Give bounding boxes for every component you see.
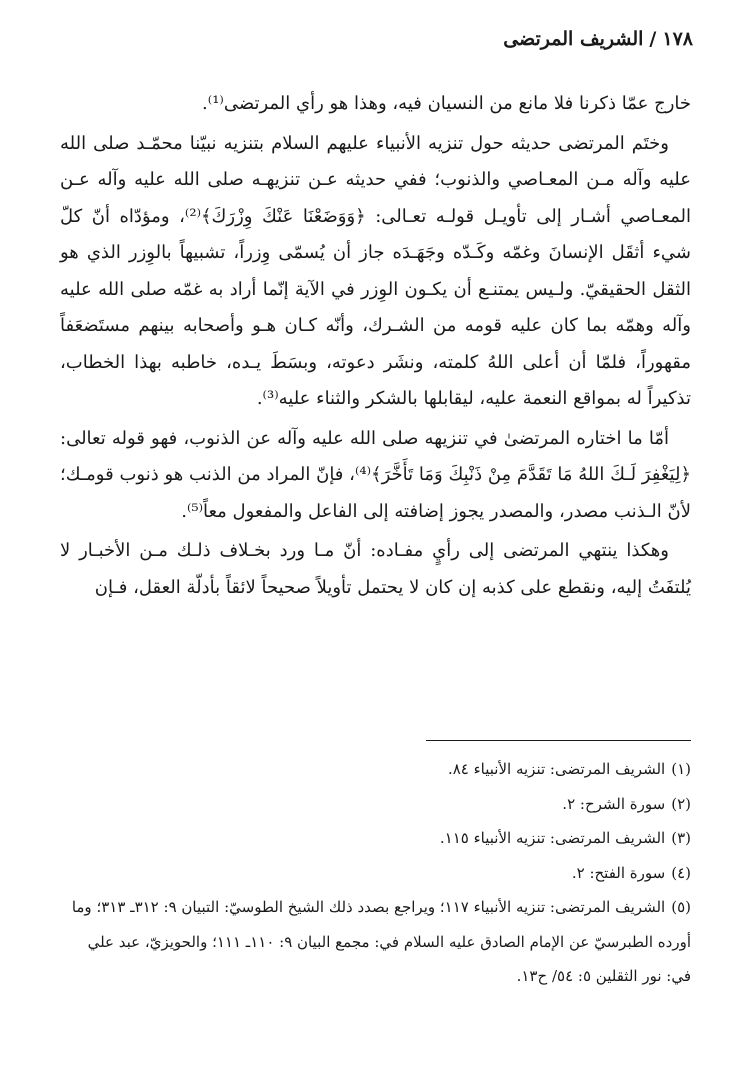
main-text — [60, 86, 691, 609]
footnote-2 — [60, 787, 691, 822]
footnote-number: (٣) — [671, 829, 691, 847]
footnote-5 — [60, 890, 691, 994]
footnote-text: الشريف المرتضى: تنزيه الأنبياء ١١٥. — [439, 829, 666, 847]
footnote-text: الشريف المرتضى: تنزيه الأنبياء ٨٤. — [447, 760, 666, 778]
paragraph-4: وهكذا ينتهي المرتضى إلى رأيٍ مفـاده: أنّ مـا ورد بخـلاف ذلـك مـن الأخبـار لا يُلتفَتُ إليه، ونقطع على كذبه إن كان لا يحتمل تأويلاً صحيحاً لائقاً بأدلّة العقل، فـإن — [60, 540, 691, 598]
footnote-text: سورة الشرح: ٢. — [562, 794, 666, 813]
page-header — [58, 28, 693, 60]
running-title: الشريف المرتضى — [503, 28, 644, 50]
footnote-divider — [426, 740, 691, 741]
paragraph-1: خارج عمّا ذكرنا فلا مانع من النسيان فيه، وهذا هو رأي المرتضى⁽¹⁾. — [202, 93, 691, 114]
footnote-text: سورة الفتح: ٢. — [571, 863, 666, 882]
page-number: ١٧٨ — [662, 28, 693, 50]
paragraph-2: وختَم المرتضى حديثه حول تنزيه الأنبياء عليهم السلام بتنزيه نبيّنا محمّـد صلى الله عليه وآله مـن المعـاصي والذنوب؛ ففي حديثه عـن تنزيهـه صلى الله عليه وآله عـن المعـاصي أشـار إلى تأويـل قولـه تعـالى: ﴿وَوَضَعْنَا عَنْكَ وِزْرَكَ﴾⁽²⁾، ومؤدّاه أنّ كلّ شيء أثقَل الإنسانَ وغمّه وكَـدّه وجَهَـدَه جاز أن يُسمّى وِزراً، تشبيهاً بالوِزر الذي هو الثقل الحقيقيّ. ولـيس يمتنـع أن يكـون الوِزر في الآية إنّما أراد به غمّه صلى الله عليه وآله وهمّه بما كان عليه قومه من الشـرك، وأنّه كـان هـو وأصحابه بينهم مستَضعَفاً مقهوراً، فلمّا أن أعلى اللهُ كلمته، ونشَر دعوته، وبسَطَ يـده، خاطبه بهذا الخطاب، تذكيراً له بمواقع النعمة عليه، ليقابلها بالشكر والثناء عليه⁽³⁾. — [60, 132, 691, 409]
footnote-4 — [60, 856, 691, 891]
footnote-text: الشريف المرتضى: تنزيه الأنبياء ١١٧؛ ويراجع بصدد ذلك الشيخ الطوسيّ: التبيان ٩: ٣١٢ـ ٣١٣؛ وما أورده الطبرسيّ عن الإمام الصادق عليه السلام في: مجمع البيان ٩: ١١٠ـ ١١١؛ والحويزيّ، عبد علي في: نور الثقلين ٥: ٥٤/ ح١٣. — [71, 898, 691, 985]
footnote-3 — [60, 821, 691, 856]
paragraph-3: أمّا ما اختاره المرتضىٰ في تنزيهه صلى الله عليه وآله عن الذنوب، فهو قوله تعالى: ﴿لِيَغْفِرَ لَـكَ اللهُ مَا تَقَدَّمَ مِنْ ذَنْبِكَ وَمَا تَأَخَّرَ﴾⁽⁴⁾، فإنّ المراد من الذنب هو ذنوب قومـك؛ لأنّ الـذنب مصدر، والمصدر يجوز إضافته إلى الفاعل والمفعول معاً⁽⁵⁾. — [60, 427, 691, 522]
footnotes — [60, 752, 691, 994]
footnote-number: (٢) — [671, 794, 691, 813]
footnote-number: (١) — [671, 760, 691, 778]
footnote-number: (٥) — [671, 898, 691, 916]
header-separator: / — [649, 28, 657, 50]
footnote-number: (٤) — [671, 863, 691, 882]
footnote-1 — [60, 752, 691, 787]
